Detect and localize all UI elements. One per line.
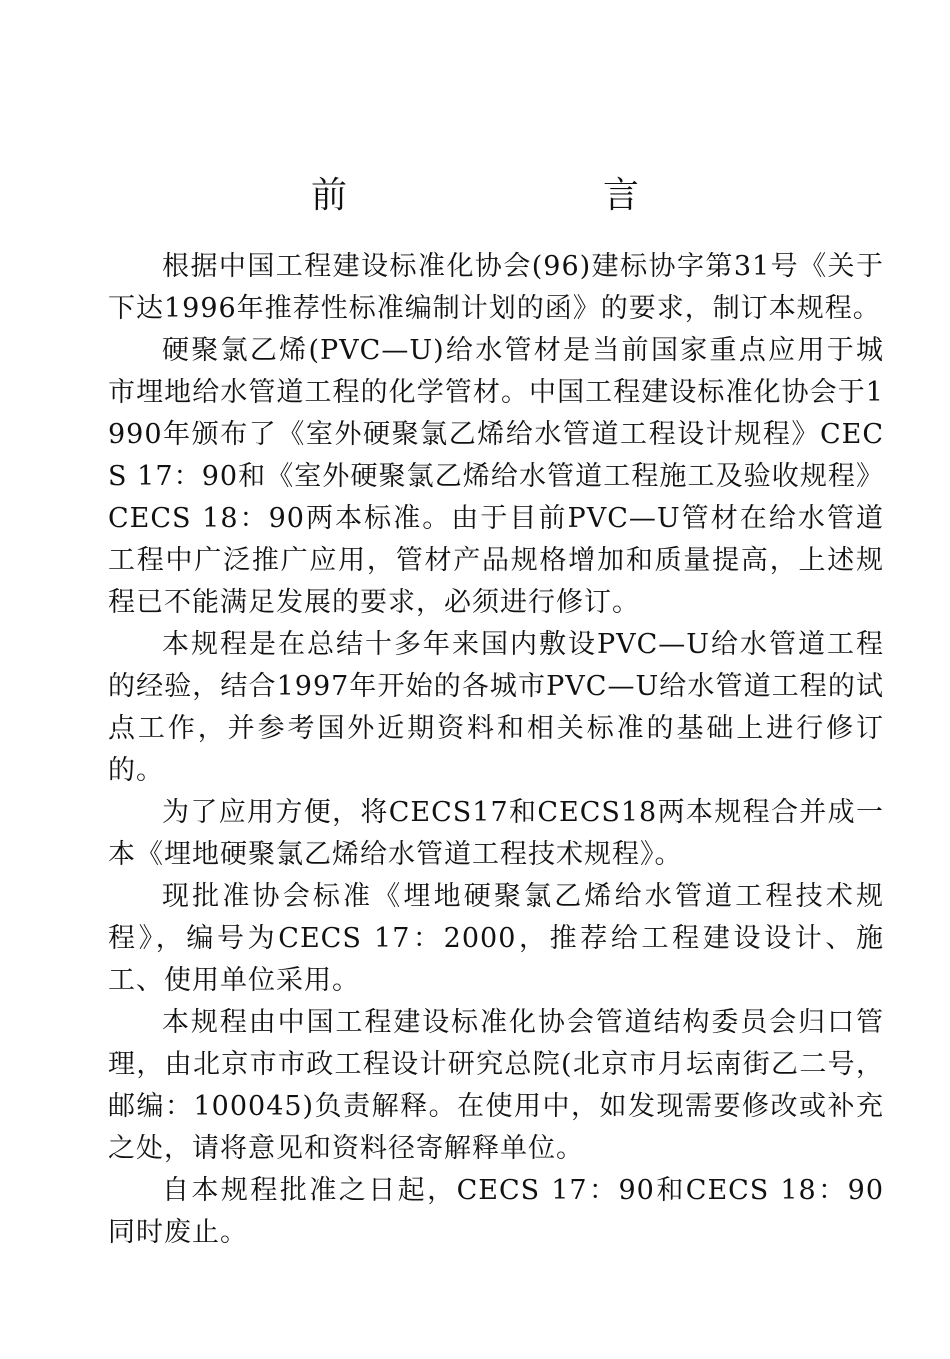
paragraph-4: 为了应用方便，将CECS17和CECS18两本规程合并成一本《埋地硬聚氯乙烯给水管道工程技术规程》。 [108, 797, 884, 870]
paragraph-2: 硬聚氯乙烯(PVC—U)给水管材是当前国家重点应用于城市埋地给水管道工程的化学管材。中国工程建设标准化协会于1990年颁布了《室外硬聚氯乙烯给水管道工程设计规程》CECS 17：90和《室外硬聚氯乙烯给水管道工程施工及验收规程》CECS 18：90两本标准。由于目前PVC—U管材在给水管道工程中广泛推广应用，管材产品规格增加和质量提高，上述规程已不能满足发展的要求，必须进行修订。 [108, 335, 884, 618]
paragraph-1: 根据中国工程建设标准化协会(96)建标协字第31号《关于下达1996年推荐性标准编制计划的函》的要求，制订本规程。 [108, 251, 884, 324]
paragraph-3: 本规程是在总结十多年来国内敷设PVC—U给水管道工程的经验，结合1997年开始的各城市PVC—U给水管道工程的试点工作，并参考国外近期资料和相关标准的基础上进行修订的。 [108, 629, 884, 786]
paragraph-6: 本规程由中国工程建设标准化协会管道结构委员会归口管理，由北京市市政工程设计研究总院(北京市月坛南街乙二号，邮编：100045)负责解释。在使用中，如发现需要修改或补充之处，请将意见和资料径寄解释单位。 [108, 1007, 884, 1164]
page-title: 前 言 [310, 175, 749, 217]
paragraph-5: 现批准协会标准《埋地硬聚氯乙烯给水管道工程技术规程》，编号为CECS 17：2000，推荐给工程建设设计、施工、使用单位采用。 [108, 881, 884, 996]
preface-body [108, 246, 884, 1254]
paragraph-7: 自本规程批准之日起，CECS 17：90和CECS 18：90同时废止。 [108, 1175, 884, 1248]
